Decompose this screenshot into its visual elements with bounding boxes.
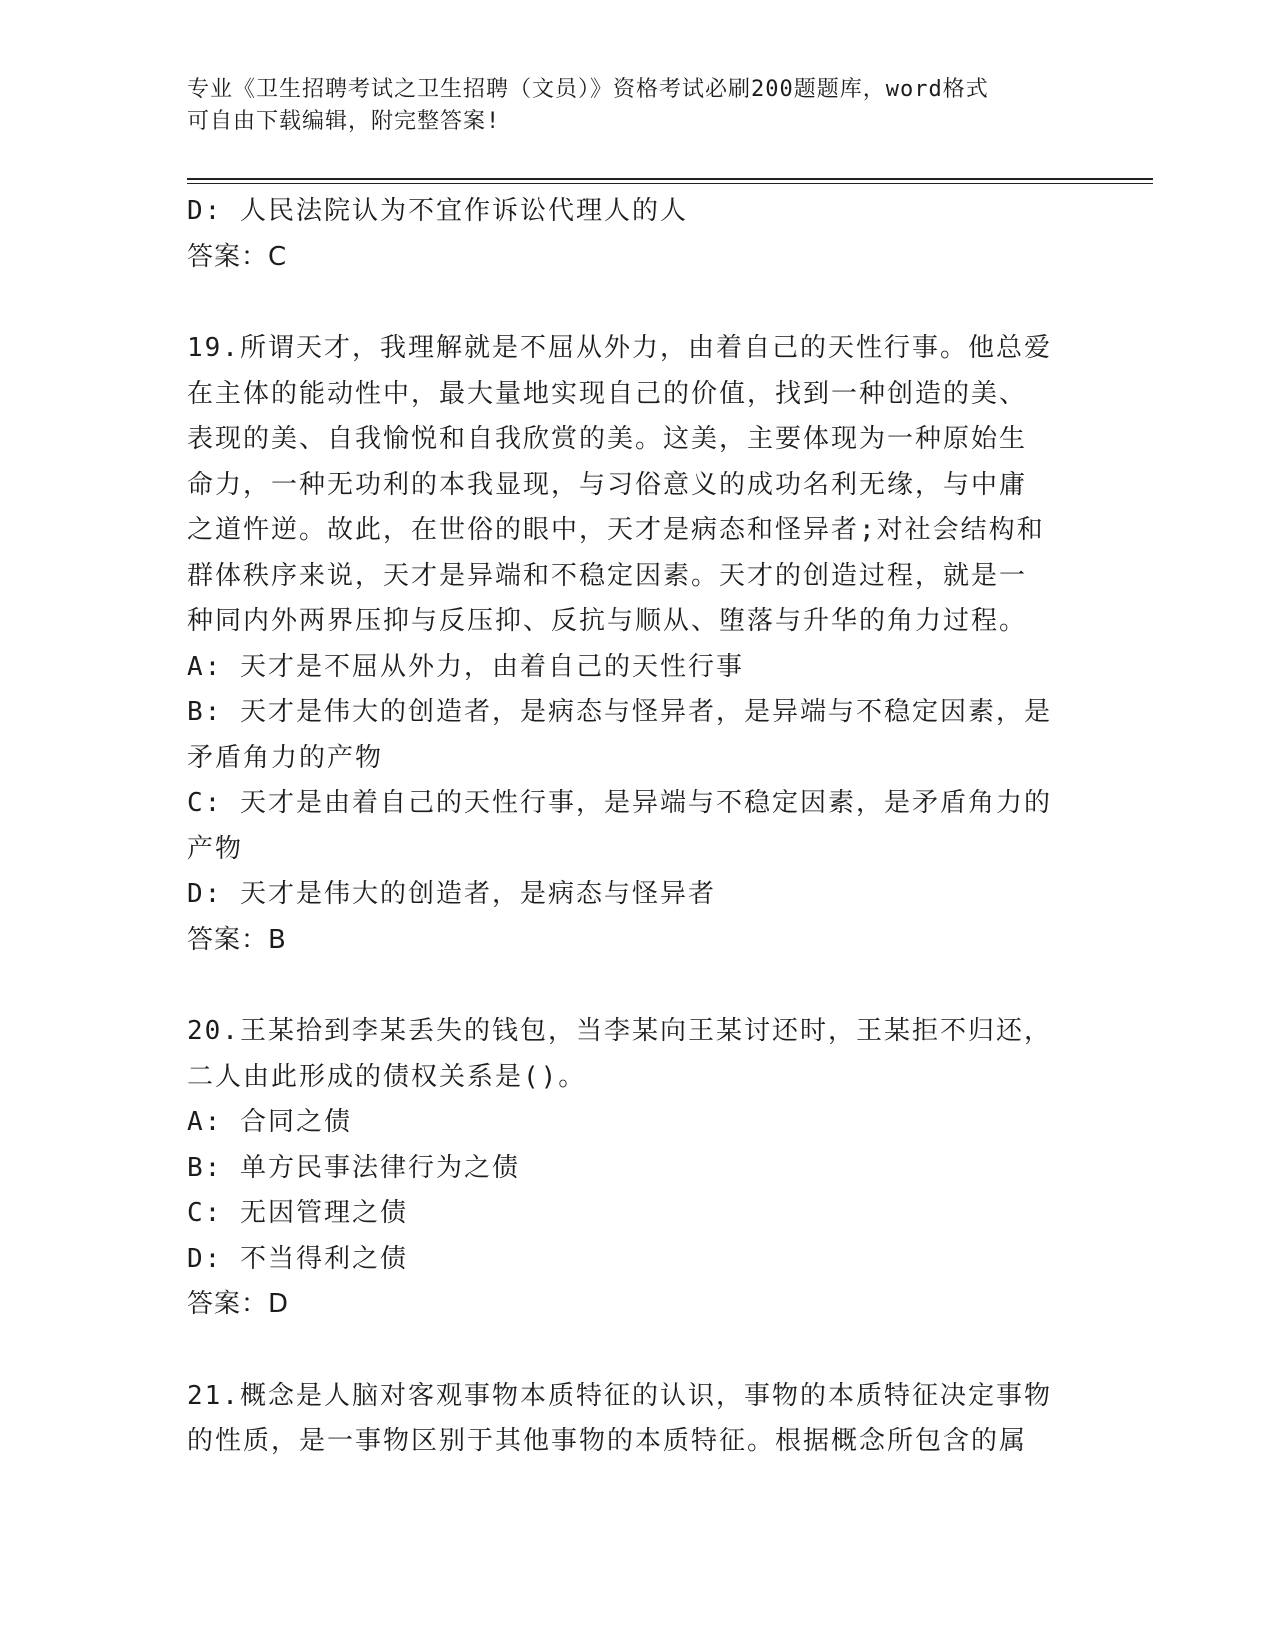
- q19-option-a: A: 天才是不屈从外力，由着自己的天性行事: [187, 651, 744, 682]
- header-divider-thin: [187, 183, 1153, 184]
- question-content: [187, 189, 1079, 1465]
- q21-stem-line: 21.概念是人脑对客观事物本质特征的认识，事物的本质特征决定事物: [187, 1380, 1052, 1411]
- q19-stem-line: 表现的美、自我愉悦和自我欣赏的美。这美，主要体现为一种原始生: [187, 424, 1028, 454]
- q18-answer: 答案：C: [187, 241, 288, 272]
- header-line-2: 可自由下载编辑，附完整答案!: [187, 109, 501, 134]
- q19-option-b-cont: 矛盾角力的产物: [187, 742, 384, 773]
- q19-option-b: B: 天才是伟大的创造者，是病态与怪异者，是异端与不稳定因素，是: [187, 697, 1052, 727]
- q19-stem-line: 在主体的能动性中，最大量地实现自己的价值，找到一种创造的美、: [187, 378, 1028, 409]
- document-header: [187, 74, 1067, 138]
- q19-option-c: C: 天才是由着自己的天性行事，是异端与不稳定因素，是矛盾角力的: [187, 788, 1052, 818]
- q20-option-a: A: 合同之债: [187, 1107, 352, 1137]
- spacer: [187, 1328, 1079, 1374]
- q20-answer: 答案：D: [187, 1289, 290, 1319]
- q20-option-d: D: 不当得利之债: [187, 1243, 408, 1274]
- q19-stem-line: 之道忤逆。故此，在世俗的眼中，天才是病态和怪异者;对社会结构和: [187, 515, 1045, 545]
- q20-option-c: C: 无因管理之债: [187, 1198, 408, 1228]
- q19-answer: 答案：B: [187, 924, 287, 955]
- q19-stem-line: 19.所谓天才，我理解就是不屈从外力，由着自己的天性行事。他总爱: [187, 333, 1052, 363]
- q20-stem-line: 20.王某拾到李某丢失的钱包，当李某向王某讨还时，王某拒不归还，: [187, 1016, 1052, 1046]
- q19-stem-line: 群体秩序来说，天才是异端和不稳定因素。天才的创造过程，就是一: [187, 560, 1028, 591]
- q21-stem-line: 的性质，是一事物区别于其他事物的本质特征。根据概念所包含的属: [187, 1426, 1028, 1456]
- q20-stem-line: 二人由此形成的债权关系是()。: [187, 1061, 587, 1092]
- q18-option-d: D: 人民法院认为不宜作诉讼代理人的人: [187, 196, 688, 226]
- q19-option-d: D: 天才是伟大的创造者，是病态与怪异者: [187, 879, 716, 909]
- q19-stem-line: 命力，一种无功利的本我显现，与习俗意义的成功名利无缘，与中庸: [187, 469, 1028, 500]
- q19-stem-line: 种同内外两界压抑与反压抑、反抗与顺从、堕落与升华的角力过程。: [187, 606, 1028, 636]
- header-divider-thick: [187, 178, 1153, 180]
- q20-option-b: B: 单方民事法律行为之债: [187, 1152, 520, 1183]
- header-line-1: 专业《卫生招聘考试之卫生招聘（文员）》资格考试必刷200题题库，word格式: [187, 77, 989, 102]
- spacer: [187, 280, 1079, 326]
- spacer: [187, 963, 1079, 1009]
- q19-option-c-cont: 产物: [187, 833, 244, 864]
